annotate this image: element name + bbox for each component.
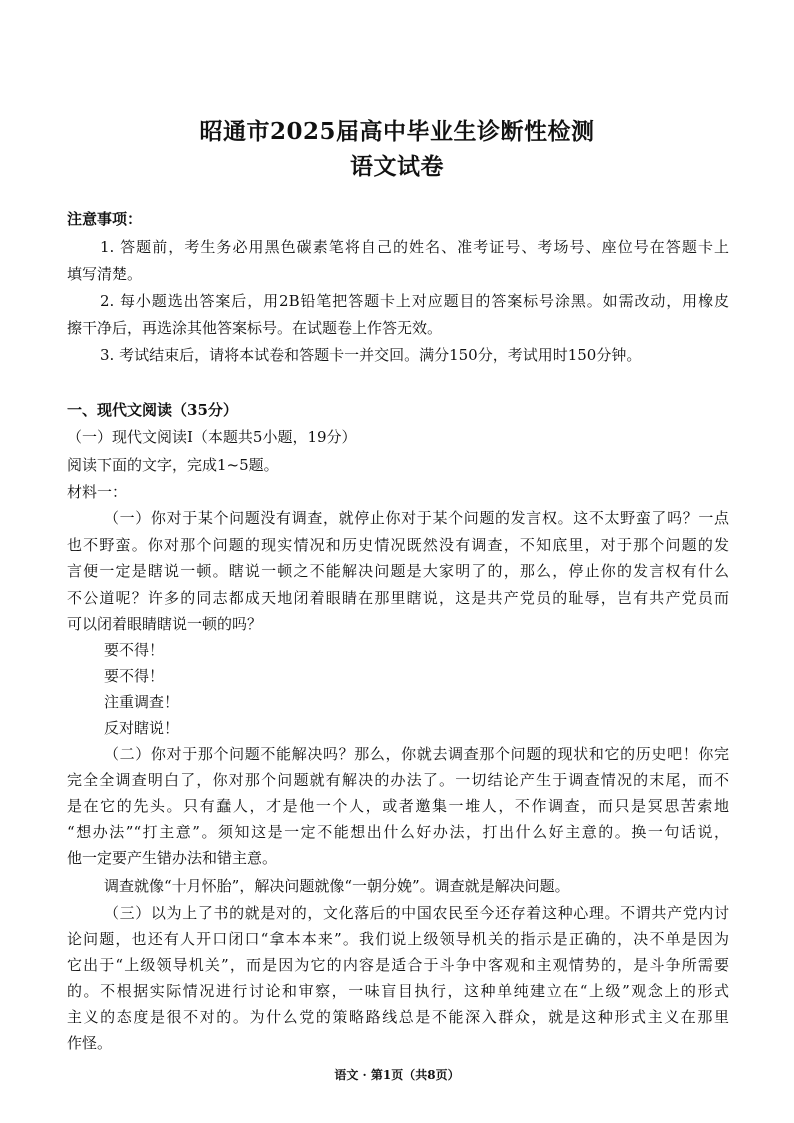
passage-line: （二）你对于那个问题不能解决吗？那么，你就去调查那个问题的现状和它的历史吧！你完 [104,745,729,763]
passage-line: （一）你对于某个问题没有调查，就停止你对于某个问题的发言权。这不太野蛮了吗？一点 [104,509,729,527]
material-label: 材料一： [67,483,128,501]
passage-line: 作怪。 [67,1034,113,1052]
passage-line: 言便一定是瞎说一顿。瞎说一顿之不能解决问题是大家明了的，那么，停止你的发言权有什么 [67,562,729,580]
passage-line: 也不野蛮。你对那个问题的现实情况和历史情况既然没有调查，不知底里，对于那个问题的发 [67,536,729,554]
passage-line: 是在它的先头。只有蠢人，才是他一个人，或者邀集一堆人，不作调查，而只是冥思苦索地 [67,797,729,815]
passage-line: 完全全调查明白了，你对那个问题就有解决的办法了。一切结论产生于调查情况的末尾，而不 [67,771,729,789]
notice-item-1-line-1: 1. 答题前，考生务必用黑色碳素笔将自己的姓名、准考证号、考场号、座位号在答题卡上 [100,238,729,256]
passage-exclamation: 要不得！ [104,641,165,659]
passage-line: 它出于“上级领导机关”，而是因为它的内容是适合于斗争中客观和主观情势的，是斗争所需要 [67,956,729,974]
exam-subtitle: 语文试卷 [350,153,444,180]
exam-title: 昭通市2025届高中毕业生诊断性检测 [199,118,595,145]
section-instruction: 阅读下面的文字，完成1~5题。 [67,456,279,474]
page-footer: 语文 · 第1页（共8页） [334,1068,460,1082]
passage-line: 主义的态度是很不对的。为什么党的策略路线总是不能深入群众，就是这种形式主义在那里 [67,1008,729,1026]
passage-line: 不公道呢？许多的同志都成天地闭着眼睛在那里瞎说，这是共产党员的耻辱，岂有共产党员而 [67,589,729,607]
passage-exclamation: 要不得！ [104,667,165,685]
passage-line: （三）以为上了书的就是对的，文化落后的中国农民至今还存着这种心理。不谓共产党内讨 [104,904,729,922]
passage-line: 调查就像“十月怀胎”，解决问题就像“一朝分娩”。调查就是解决问题。 [104,877,570,895]
passage-exclamation: 注重调查！ [104,693,180,711]
notice-item-3: 3. 考试结束后，请将本试卷和答题卡一并交回。满分150分，考试用时150分钟。 [100,346,642,364]
section-sub-heading: （一）现代文阅读Ⅰ（本题共5小题，19分） [67,428,357,446]
passage-line: “想办法”“打主意”。须知这是一定不能想出什么好办法，打出什么好主意的。换一句话说， [67,823,729,841]
passage-line: 他一定要产生错办法和错主意。 [67,849,278,867]
section-heading: 一、现代文阅读（35分） [67,401,238,419]
notice-item-2-line-1: 2. 每小题选出答案后，用2B铅笔把答题卡上对应题目的答案标号涂黑。如需改动，用橡皮 [100,292,729,310]
passage-line: 论问题，也还有人开口闭口“拿本本来”。我们说上级领导机关的指示是正确的，决不单是因为 [67,930,729,948]
passage-exclamation: 反对瞎说！ [104,719,180,737]
notice-item-2-line-2: 擦干净后，再选涂其他答案标号。在试题卷上作答无效。 [67,319,443,337]
notice-heading: 注意事项： [67,210,143,228]
notice-item-1-line-2: 填写清楚。 [67,265,143,283]
passage-line: 的。不根据实际情况进行讨论和审察，一味盲目执行，这种单纯建立在“上级”观念上的形式 [67,982,729,1000]
passage-line: 可以闭着眼睛瞎说一顿的吗？ [67,615,263,633]
